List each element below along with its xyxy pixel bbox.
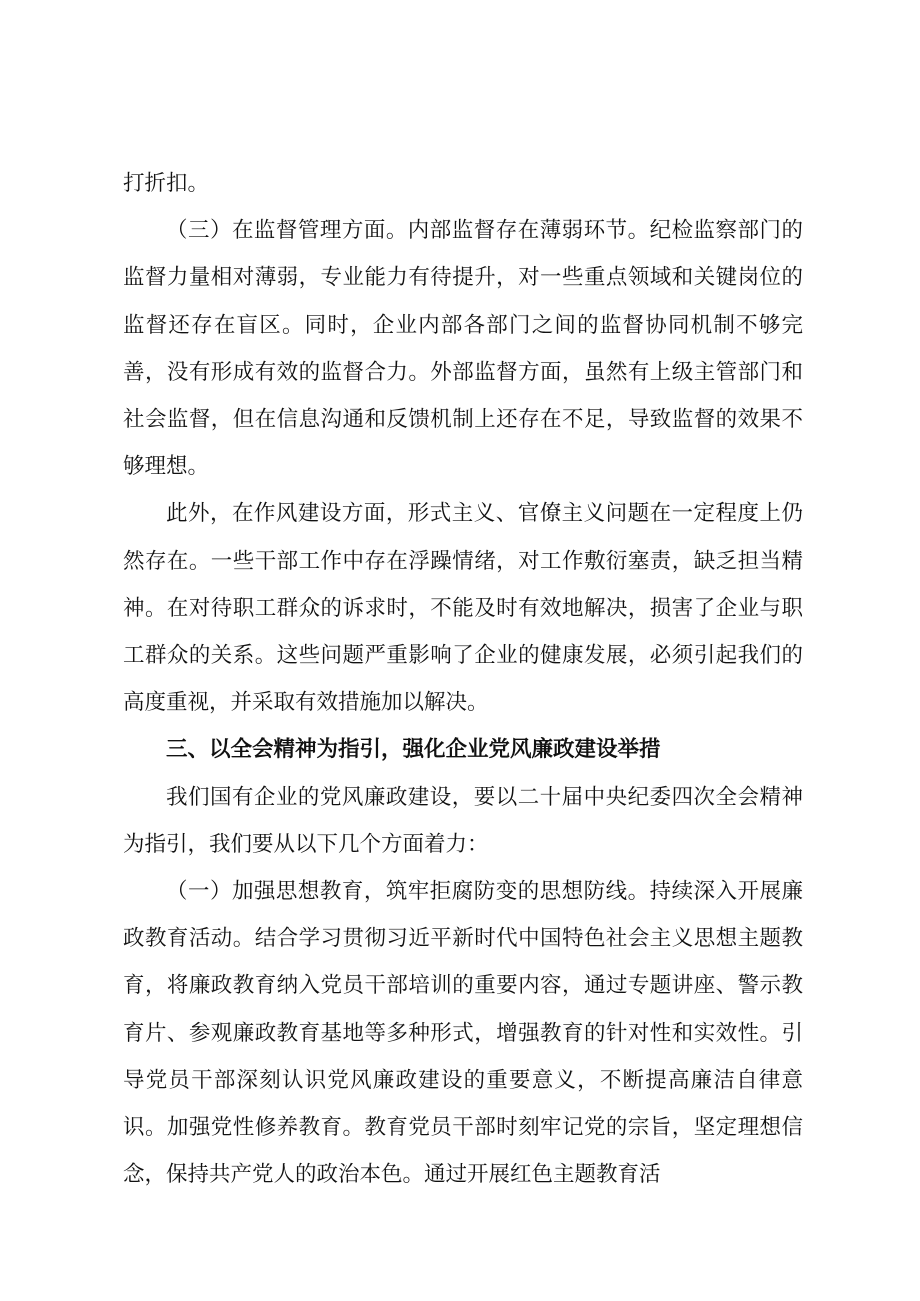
paragraph-supervision: （三）在监督管理方面。内部监督存在薄弱环节。纪检监察部门的监督力量相对薄弱，专业能力有待提升，对一些重点领域和关键岗位的监督还存在盲区。同时，企业内部各部门之间的监督协同机制不够完善，没有形成有效的监督合力。外部监督方面，虽然有上级主管部门和社会监督，但在信息沟通和反馈机制上还存在不足，导致监督的效果不够理想。 [123,218,803,480]
paragraph-education: （一）加强思想教育，筑牢拒腐防变的思想防线。持续深入开展廉政教育活动。结合学习贯彻习近平新时代中国特色社会主义思想主题教育，将廉政教育纳入党员干部培训的重要内容，通过专题讲座、警示教育片、参观廉政教育基地等多种形式，增强教育的针对性和实效性。引导党员干部深刻认识党风廉政建设的重要意义，不断提高廉洁自律意识。加强党性修养教育。教育党员干部时刻牢记党的宗旨，坚定理想信念，保持共产党人的政治本色。通过开展红色主题教育活 [123,879,803,1188]
document-body [123,160,803,1198]
section-heading: 三、以全会精神为指引，强化企业党风廉政建设举措 [166,737,661,763]
paragraph-work-style: 此外，在作风建设方面，形式主义、官僚主义问题在一定程度上仍然存在。一些干部工作中存在浮躁情绪，对工作敷衍塞责，缺乏担当精神。在对待职工群众的诉求时，不能及时有效地解决，损害了企业与职工群众的关系。这些问题严重影响了企业的健康发展，必须引起我们的高度重视，并采取有效措施加以解决。 [123,501,803,716]
paragraph-continuation: 打折扣。 [123,171,210,196]
paragraph-intro: 我们国有企业的党风廉政建设，要以二十届中央纪委四次全会精神为指引，我们要从以下几个方面着力： [123,784,803,857]
